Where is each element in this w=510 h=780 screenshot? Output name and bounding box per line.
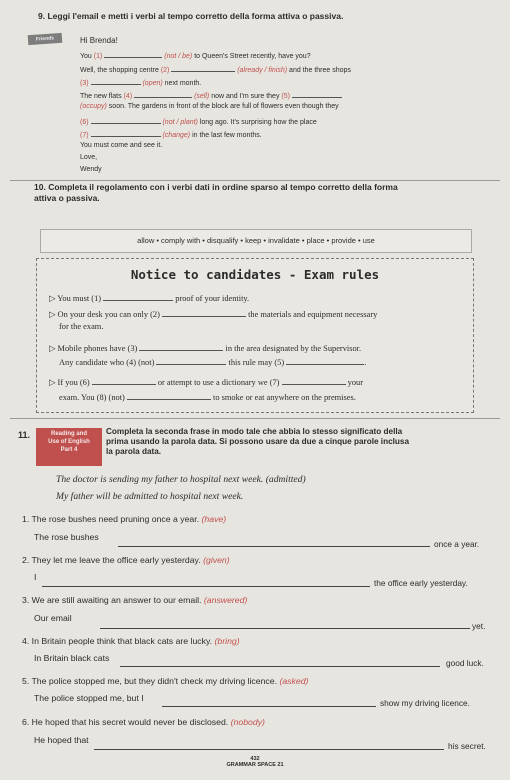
reading-use-of-english-badge: Reading and Use of English Part 4 (36, 428, 102, 466)
item-2-question: 2. They let me leave the office early yesterday. (given) (22, 555, 230, 565)
item-4-question: 4. In Britain people think that black cats are lucky. (bring) (22, 636, 240, 646)
email-signature: Wendy (80, 166, 102, 173)
email-line-7: (7) (change) in the last few months. (80, 129, 262, 139)
blank-n6[interactable] (92, 377, 156, 385)
blank-7[interactable] (91, 129, 161, 137)
item-3-answer-start: Our email (34, 613, 72, 623)
item-6-blank[interactable] (94, 749, 444, 750)
blank-n8[interactable] (127, 392, 211, 400)
divider (10, 418, 500, 419)
blank-3[interactable] (91, 77, 141, 85)
item-4-answer-end: good luck. (446, 658, 484, 668)
email-letter (32, 30, 482, 180)
blank-n5[interactable] (286, 357, 364, 365)
item-2-blank[interactable] (42, 586, 370, 587)
rule-3: ▷ Mobile phones have (3) in the area designated by the Supervisor. (49, 344, 362, 353)
item-1-question: 1. The rose bushes need pruning once a year. (have) (22, 514, 227, 524)
email-love: Love, (80, 154, 98, 161)
rule-5: ▷ If you (6) or attempt to use a dictionary we (7) your (49, 378, 364, 387)
item-1-blank[interactable] (118, 546, 430, 547)
item-5-answer-start: The police stopped me, but I (34, 693, 144, 703)
divider (10, 180, 500, 181)
exercise-11-title: Completa la seconda frase in modo tale che abbia lo stesso significato della prima usando la parola data. Si possono usare da due a cinque parole inclusa la parola data. (106, 427, 410, 456)
blank-5[interactable] (292, 90, 342, 98)
notice-title: Notice to candidates - Exam rules (130, 267, 380, 282)
example-sentence-2: My father will be admitted to hospital next week. (56, 491, 244, 502)
rule-1: ▷ You must (1) proof of your identity. (49, 294, 250, 303)
blank-n7[interactable] (282, 377, 346, 385)
email-line-2: Well, the shopping centre (2) (already / finish) and the three shops (80, 64, 351, 74)
email-greeting: Hi Brenda! (80, 36, 118, 45)
email-line-8: You must come and see it. (80, 142, 163, 149)
email-line-5: (occupy) soon. The gardens in front of the block are full of flowers even though they (80, 103, 339, 110)
rule-4: Any candidate who (4) (not) this rule may (5) . (59, 358, 367, 367)
word-box: allow • comply with • disqualify • keep • invalidate • place • provide • use (40, 229, 472, 253)
item-5-blank[interactable] (162, 706, 376, 707)
page-number: 432 (250, 756, 260, 762)
item-1-answer-start: The rose bushes (34, 532, 99, 542)
item-3-answer-end: yet. (472, 621, 486, 631)
page-footer (0, 756, 510, 768)
book-title: GRAMMAR SPACE 21 (226, 762, 284, 768)
email-line-4: The new flats (4) (sell) now and I'm sure they (5) (80, 90, 342, 100)
blank-4[interactable] (134, 90, 192, 98)
item-4-blank[interactable] (120, 666, 440, 667)
blank-n2[interactable] (162, 309, 246, 317)
item-6-answer-end: his secret. (448, 741, 486, 751)
blank-6[interactable] (91, 116, 161, 124)
rule-2b: for the exam. (59, 322, 104, 331)
blank-n1[interactable] (103, 293, 173, 301)
item-2-answer-start: I (34, 572, 37, 582)
exercise-11-number: 11. (18, 430, 31, 440)
item-5-answer-end: show my driving licence. (380, 698, 470, 708)
blank-2[interactable] (171, 64, 235, 72)
exercise-10-title: 10. Completa il regolamento con i verbi dati in ordine sparso al tempo corretto della forma attiva o passiva. (34, 182, 398, 203)
email-line-1: You (1) (not / be) to Queen's Street recently, have you? (80, 50, 311, 60)
exam-rules-notice (36, 258, 474, 413)
example-sentence-1: The doctor is sending my father to hospital next week. (admitted) (56, 474, 306, 485)
blank-n3[interactable] (139, 343, 223, 351)
item-3-blank[interactable] (100, 628, 470, 629)
rule-2: ▷ On your desk you can only (2) the materials and equipment necessary (49, 310, 378, 319)
email-tag: Friends (28, 33, 63, 45)
exercise-number: 9. (38, 11, 46, 21)
item-3-question: 3. We are still awaiting an answer to our email. (answered) (22, 595, 248, 605)
rule-6: exam. You (8) (not) to smoke or eat anywhere on the premises. (59, 393, 356, 402)
item-1-answer-end: once a year. (434, 539, 480, 549)
blank-1[interactable] (104, 50, 162, 58)
blank-n4[interactable] (156, 357, 226, 365)
item-5-question: 5. The police stopped me, but they didn't check my driving licence. (asked) (22, 676, 309, 686)
item-6-answer-start: He hoped that (34, 735, 89, 745)
exercise-9-title (38, 11, 343, 21)
item-4-answer-start: In Britain black cats (34, 653, 110, 663)
item-2-answer-end: the office early yesterday. (374, 578, 468, 588)
exercise-instruction: Leggi l'email e metti i verbi al tempo corretto della forma attiva o passiva. (47, 11, 344, 21)
email-line-6: (6) (not / plant) long ago. It's surprising how the place (80, 116, 317, 126)
email-line-3: (3) (open) next month. (80, 77, 201, 87)
item-6-question: 6. He hoped that his secret would never be disclosed. (nobody) (22, 717, 265, 727)
